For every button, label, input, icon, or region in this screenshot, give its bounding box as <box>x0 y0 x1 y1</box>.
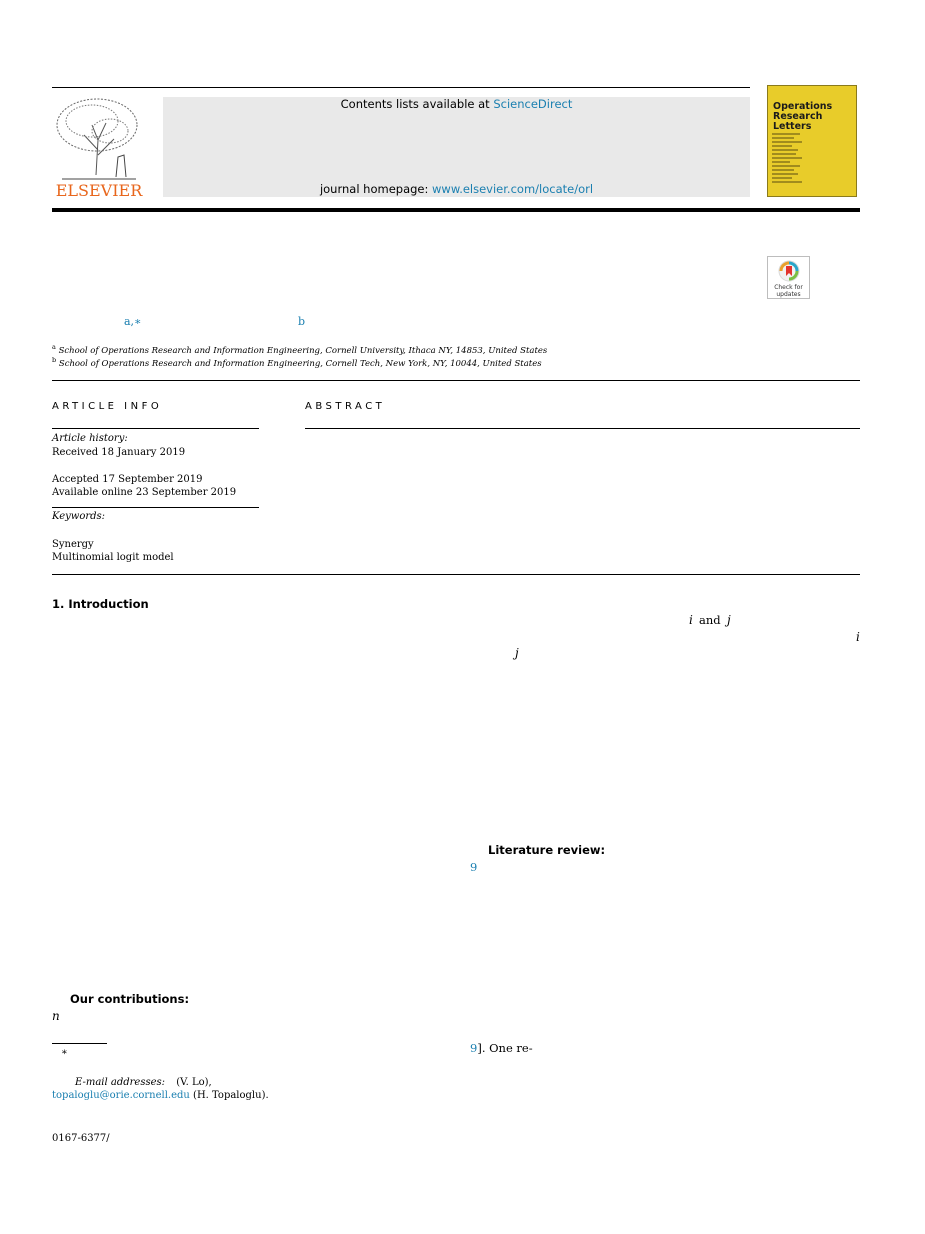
keyword-item: Synergy <box>52 539 94 550</box>
article-history-label: Article history: <box>52 433 128 444</box>
email-label: E-mail addresses: <box>75 1077 166 1088</box>
literature-review-heading: Literature review: <box>488 843 606 857</box>
check-for-updates-badge[interactable] <box>767 256 810 299</box>
header-thick-rule <box>52 208 860 212</box>
issn-line: 0167-6377/ <box>52 1133 110 1144</box>
one-re-text: ]. One re- <box>477 1041 533 1055</box>
keywords-label: Keywords: <box>52 511 106 522</box>
elsevier-wordmark: ELSEVIER <box>55 181 143 199</box>
abstract-rule <box>305 428 860 429</box>
journal-cover-title: Operations Research Letters <box>773 101 833 132</box>
email-lo-name: (V. Lo), <box>176 1077 212 1088</box>
journal-homepage-line <box>163 182 750 196</box>
affiliation-a-sup: a <box>52 343 56 351</box>
and-word: and <box>699 613 721 627</box>
variable-j-second: j <box>515 646 519 660</box>
footnote-rule <box>52 1043 107 1044</box>
article-info-heading: ARTICLE INFO <box>52 401 163 412</box>
reference-sentence <box>470 1041 533 1055</box>
affiliations-rule <box>52 380 860 381</box>
affiliation-b-sup: b <box>52 356 57 364</box>
journal-cover <box>767 85 857 197</box>
reference-link-9b[interactable]: 9 <box>470 1041 478 1055</box>
our-contributions-heading: Our contributions: <box>70 992 190 1006</box>
header-top-rule <box>52 87 750 88</box>
sciencedirect-link[interactable]: ScienceDirect <box>493 97 573 111</box>
author-affiliation-mark-b[interactable]: b <box>298 315 306 328</box>
affiliation-b <box>52 356 542 369</box>
crossmark-icon <box>778 260 800 282</box>
front-matter-rule <box>52 574 860 575</box>
email-topaloglu-name: (H. Topaloglu). <box>193 1090 269 1101</box>
received-date: Received 18 January 2019 <box>52 447 186 458</box>
affiliation-a <box>52 343 547 356</box>
footnote-email-line-2 <box>52 1090 269 1101</box>
reference-link-9[interactable]: 9 <box>470 860 478 874</box>
accepted-date: Accepted 17 September 2019 <box>52 474 203 485</box>
footnote-star: ∗ <box>61 1047 68 1058</box>
keywords-rule <box>52 507 259 508</box>
variable-j: j <box>727 613 731 627</box>
affiliation-b-text: School of Operations Research and Information Engineering, Cornell Tech, New York, NY, 10044, United States <box>58 358 542 369</box>
author-affiliation-mark-a[interactable]: a,∗ <box>124 315 142 328</box>
contents-prefix: Contents lists available at <box>340 97 494 111</box>
variable-n: n <box>52 1009 60 1023</box>
contents-line <box>163 97 750 111</box>
elsevier-logo <box>52 95 146 199</box>
homepage-prefix: journal homepage: <box>319 182 433 196</box>
keyword-item: Multinomial logit model <box>52 552 174 563</box>
footnote-email-line <box>75 1077 212 1088</box>
variable-i-second: i <box>856 630 860 644</box>
crossmark-label: Check for updates <box>774 284 803 298</box>
article-info-rule <box>52 428 259 429</box>
available-online-date: Available online 23 September 2019 <box>52 487 237 498</box>
introduction-heading: 1. Introduction <box>52 597 149 611</box>
journal-homepage-link[interactable]: www.elsevier.com/locate/orl <box>432 182 594 196</box>
variable-i: i <box>689 613 693 627</box>
abstract-heading: ABSTRACT <box>305 401 386 412</box>
elsevier-tree-icon <box>52 95 146 199</box>
affiliation-a-text: School of Operations Research and Information Engineering, Cornell University, Ithaca NY, 14853, United States <box>58 345 548 356</box>
email-topaloglu-link[interactable]: topaloglu@orie.cornell.edu <box>52 1090 190 1101</box>
cover-contents-lines-icon <box>772 132 812 188</box>
